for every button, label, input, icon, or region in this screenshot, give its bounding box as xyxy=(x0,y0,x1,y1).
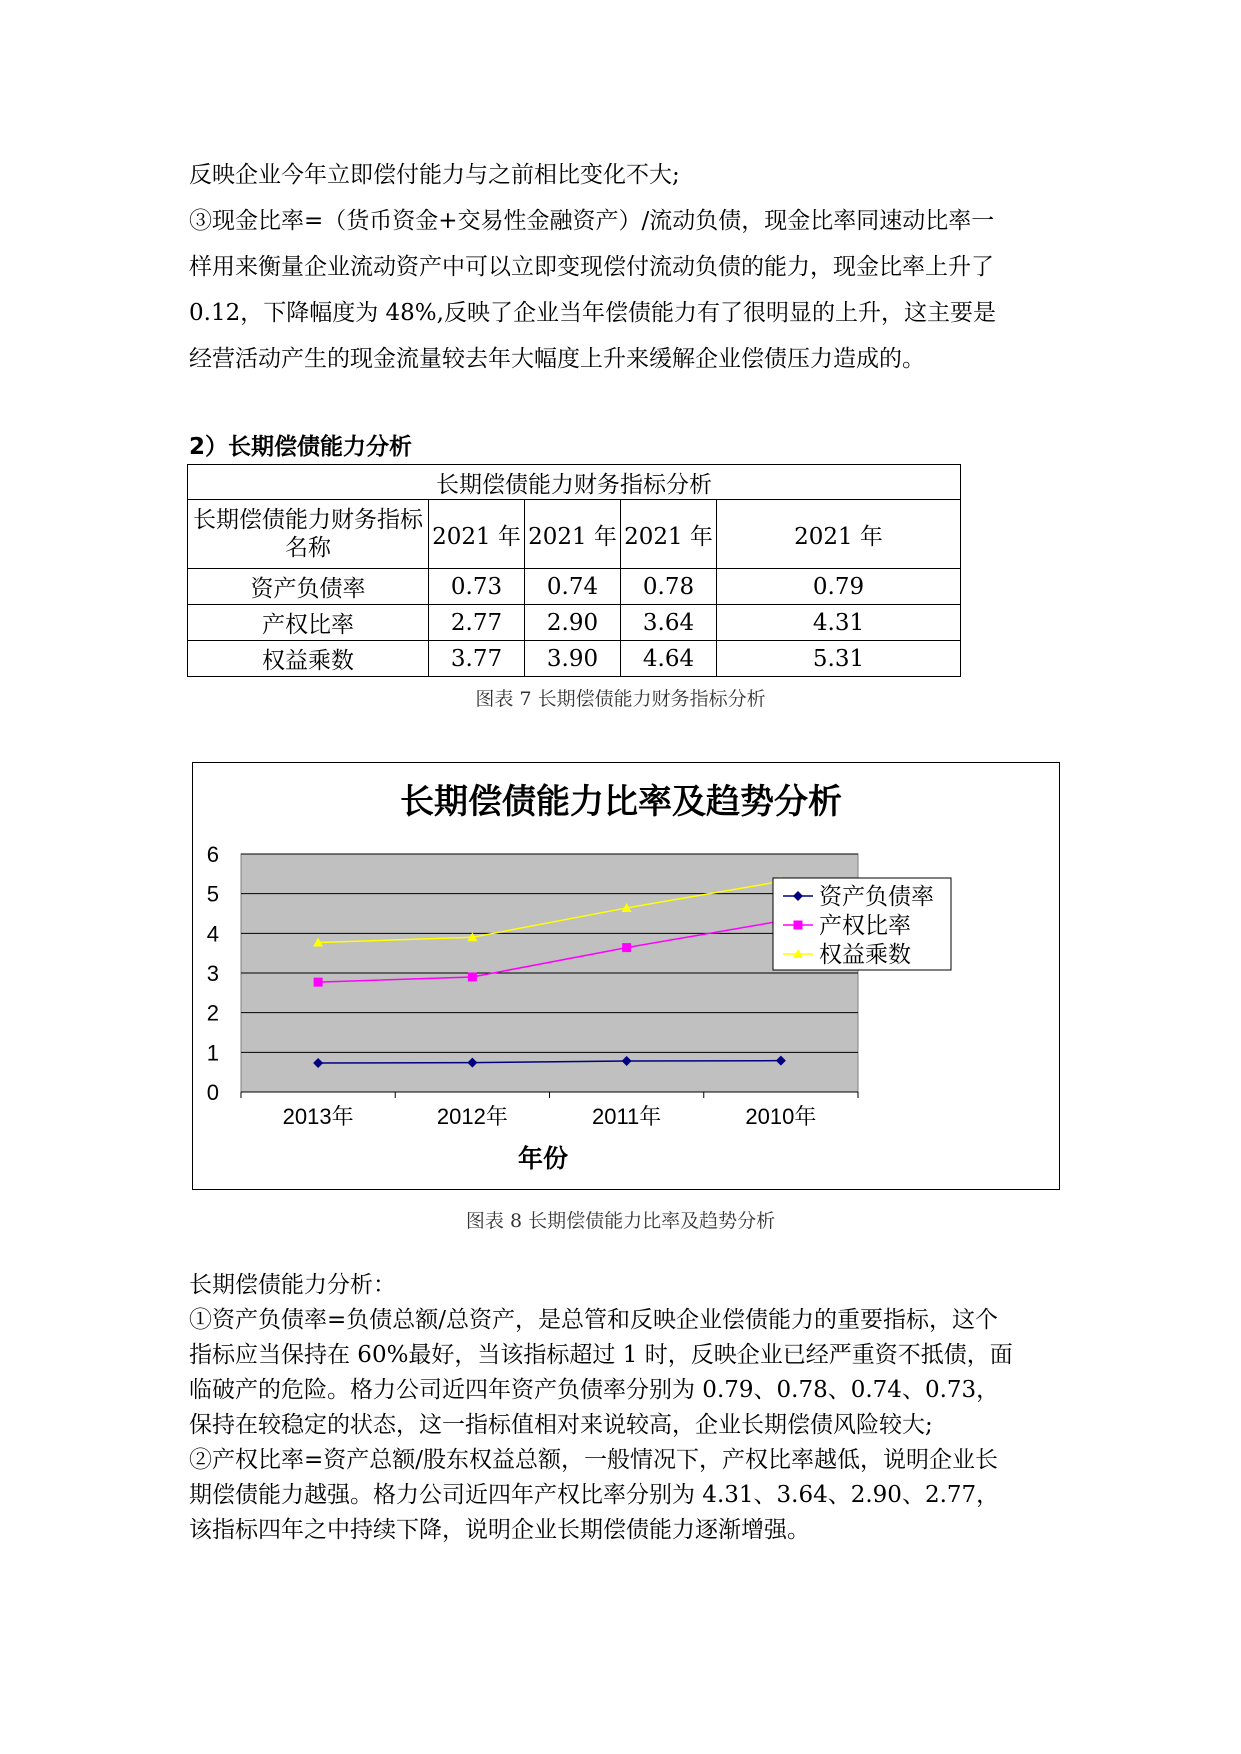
table-cell: 4.64 xyxy=(621,641,717,677)
x-tick-label: 2013年 xyxy=(282,1104,354,1129)
paragraph-line: 0.12，下降幅度为 48%,反映了企业当年偿债能力有了很明显的上升，这主要是 xyxy=(189,300,996,326)
data-point xyxy=(622,943,631,952)
y-tick-label: 1 xyxy=(206,1040,219,1066)
chart-svg xyxy=(193,763,1059,1189)
section-heading: 2）长期偿债能力分析 xyxy=(189,434,413,460)
table-cell: 4.31 xyxy=(717,605,961,641)
table-row xyxy=(188,641,961,677)
row-label: 产权比率 xyxy=(188,605,429,641)
data-point xyxy=(314,978,323,987)
paragraph-line: 指标应当保持在 60%最好，当该指标超过 1 时，反映企业已经严重资不抵债，面 xyxy=(189,1342,1013,1368)
y-tick-label: 4 xyxy=(206,921,219,947)
x-tick-label: 2012年 xyxy=(436,1104,508,1129)
paragraph-line: 反映企业今年立即偿付能力与之前相比变化不大; xyxy=(189,162,680,188)
table-title: 长期偿债能力财务指标分析 xyxy=(188,465,961,500)
table-cell: 2.77 xyxy=(429,605,525,641)
legend-marker xyxy=(794,921,803,930)
paragraph-line: 样用来衡量企业流动资产中可以立即变现偿付流动负债的能力，现金比率上升了 xyxy=(189,254,994,280)
chart-title: 长期偿债能力比率及趋势分析 xyxy=(400,783,842,821)
indicator-table xyxy=(187,464,961,677)
y-tick-label: 5 xyxy=(206,881,219,907)
table-cell: 3.64 xyxy=(621,605,717,641)
table-cell: 0.73 xyxy=(429,569,525,605)
y-tick-label: 6 xyxy=(206,842,219,867)
table-row xyxy=(188,569,961,605)
table-cell: 0.78 xyxy=(621,569,717,605)
legend-label: 资产负债率 xyxy=(819,883,934,909)
table-cell: 3.77 xyxy=(429,641,525,677)
paragraph-line: ②产权比率=资产总额/股东权益总额，一般情况下，产权比率越低，说明企业长 xyxy=(189,1447,999,1473)
table-header-name: 长期偿债能力财务指标名称 xyxy=(188,500,429,569)
table-caption: 图表 7 长期偿债能力财务指标分析 xyxy=(475,688,766,710)
x-tick-label: 2010年 xyxy=(745,1104,817,1129)
table-row xyxy=(188,605,961,641)
chart-caption: 图表 8 长期偿债能力比率及趋势分析 xyxy=(465,1210,776,1232)
table-cell: 0.74 xyxy=(525,569,621,605)
table-cell: 3.90 xyxy=(525,641,621,677)
table-header-year: 2021 年 xyxy=(621,500,717,569)
x-axis-label: 年份 xyxy=(517,1145,569,1173)
table-header-year: 2021 年 xyxy=(429,500,525,569)
paragraph-line: 临破产的危险。格力公司近四年资产负债率分别为 0.79、0.78、0.74、0.73， xyxy=(189,1377,1000,1403)
x-tick-label: 2011年 xyxy=(591,1104,662,1129)
paragraph-line: 该指标四年之中持续下降，说明企业长期偿债能力逐渐增强。 xyxy=(189,1517,810,1543)
data-point xyxy=(468,972,477,981)
paragraph-line: ③现金比率=（货币资金+交易性金融资产）/流动负债，现金比率同速动比率一 xyxy=(189,208,995,234)
table-header-year: 2021 年 xyxy=(717,500,961,569)
paragraph-line: 长期偿债能力分析： xyxy=(189,1272,396,1298)
table-header-year: 2021 年 xyxy=(525,500,621,569)
legend-label: 权益乘数 xyxy=(819,941,911,967)
table-cell: 0.79 xyxy=(717,569,961,605)
row-label: 权益乘数 xyxy=(188,641,429,677)
paragraph-line: ①资产负债率=负债总额/总资产，是总管和反映企业偿债能力的重要指标，这个 xyxy=(189,1307,999,1333)
paragraph-line: 期偿债能力越强。格力公司近四年产权比率分别为 4.31、3.64、2.90、2.77， xyxy=(189,1482,1000,1508)
y-tick-label: 2 xyxy=(206,1000,219,1026)
line-chart xyxy=(192,762,1060,1190)
table-cell: 2.90 xyxy=(525,605,621,641)
y-tick-label: 0 xyxy=(206,1080,219,1105)
y-tick-label: 3 xyxy=(206,961,219,986)
row-label: 资产负债率 xyxy=(188,569,429,605)
table-cell: 5.31 xyxy=(717,641,961,677)
paragraph-line: 经营活动产生的现金流量较去年大幅度上升来缓解企业偿债压力造成的。 xyxy=(189,346,925,372)
legend-label: 产权比率 xyxy=(819,912,911,938)
paragraph-line: 保持在较稳定的状态，这一指标值相对来说较高，企业长期偿债风险较大; xyxy=(189,1412,933,1438)
